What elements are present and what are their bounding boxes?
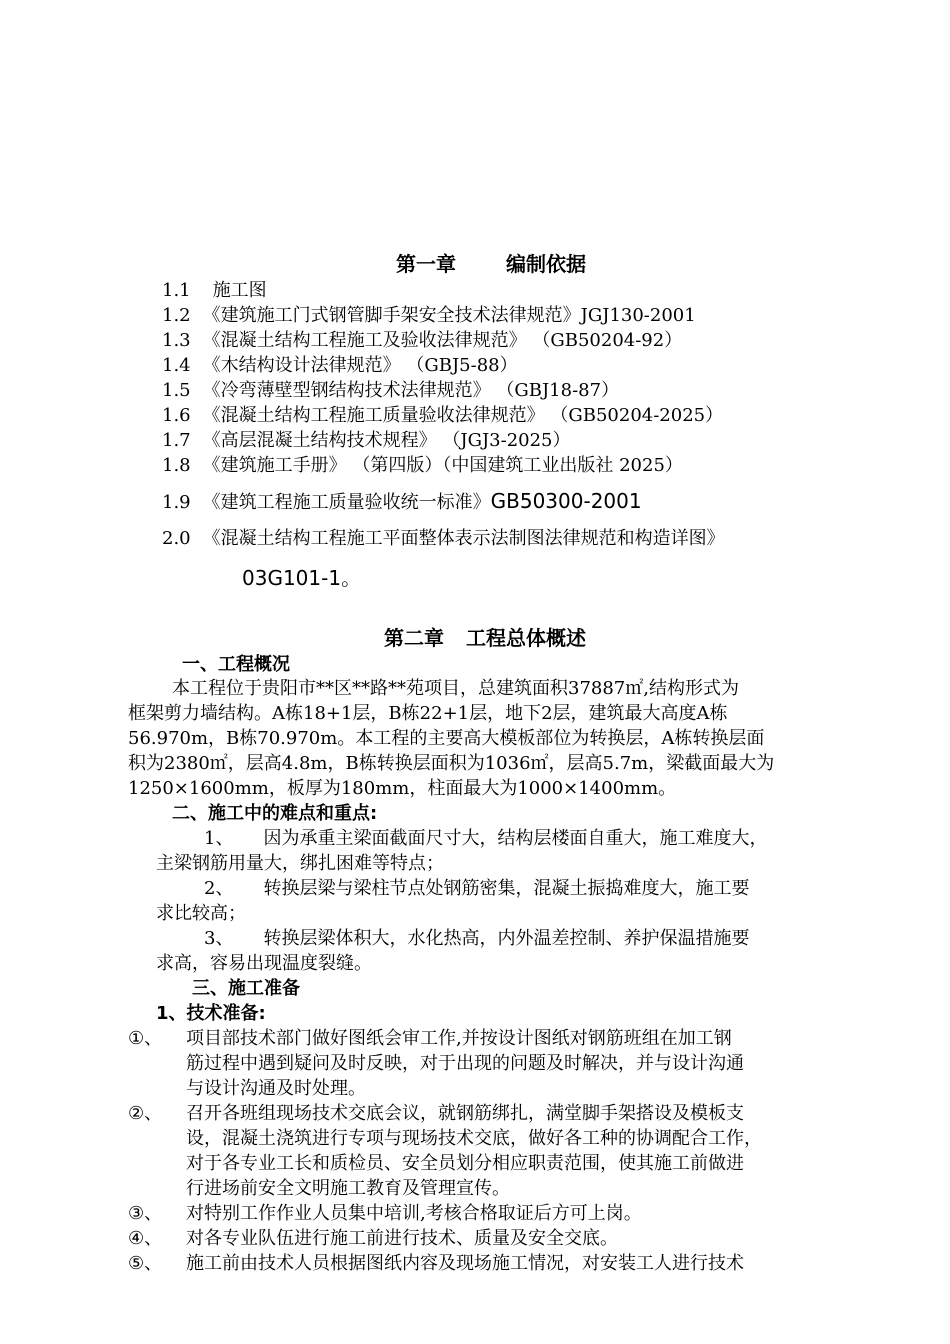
- ref-number: 1.6: [162, 405, 191, 426]
- ref-number: 1.9: [162, 492, 191, 513]
- chapter2-title: 工程总体概述: [466, 626, 586, 650]
- list-text: 行进场前安全文明施工教育及管理宣传。: [186, 1178, 510, 1199]
- list-item: [204, 827, 767, 851]
- ref-item-1-4: [162, 354, 518, 378]
- list-text: 对各专业队伍进行施工前进行技术、质量及安全交底。: [186, 1228, 618, 1249]
- list-text: 与设计沟通及时处理。: [186, 1078, 366, 1099]
- chapter2-heading: [384, 626, 586, 650]
- list-text: 对特别工作作业人员集中培训,考核合格取证后方可上岗。: [186, 1203, 642, 1224]
- list-text: 转换层梁与梁柱节点处钢筋密集，混凝土振捣难度大，施工要: [263, 878, 750, 899]
- section-title: 二、施工中的难点和重点:: [172, 803, 378, 824]
- ref-item-1-9: [162, 489, 642, 515]
- list-text: 召开各班组现场技术交底会议，就钢筋绑扎，满堂脚手架搭设及模板支: [186, 1103, 744, 1124]
- paragraph-line: 56.970m，B栋70.970m。本工程的主要高大模板部位为转换层，A栋转换层面: [128, 728, 765, 749]
- list-number: ⑤、: [128, 1253, 163, 1274]
- ref-text: 《木结构设计法律规范》 （GBJ5-88）: [202, 355, 518, 376]
- ref-item-1-8: [162, 454, 683, 478]
- list-number: 2、: [204, 878, 234, 899]
- list-text: 项目部技术部门做好图纸会审工作,并按设计图纸对钢筋班组在加工钢: [186, 1028, 732, 1049]
- ref-text: 《冷弯薄壁型钢结构技术法律规范》 （GBJ18-87）: [202, 380, 620, 401]
- ref-text: 《混凝土结构工程施工质量验收法律规范》 （GB50204-2025）: [202, 405, 724, 426]
- ref-text: 《建筑施工门式钢管脚手架安全技术法律规范》JGJ130-2001: [202, 305, 696, 326]
- ref-item-1-3: [162, 329, 682, 353]
- ref-item-1-1: [162, 279, 267, 303]
- list-text: 转换层梁体积大，水化热高，内外温差控制、养护保温措施要: [263, 928, 750, 949]
- ref-text: 施工图: [212, 280, 267, 301]
- ref-number: 2.0: [162, 528, 191, 549]
- ref-text: 《建筑工程施工质量验收统一标准》: [202, 492, 491, 513]
- list-item-cont: 主梁钢筋用量大，绑扎困难等特点；: [156, 853, 444, 874]
- ref-number: 1.8: [162, 455, 191, 476]
- chapter1-number: 第一章: [396, 252, 456, 276]
- list-number: ④、: [128, 1228, 163, 1249]
- chapter1-title: 编制依据: [506, 252, 586, 276]
- paragraph-line: 积为2380㎡，层高4.8m，B栋转换层面积为1036㎡，层高5.7m，梁截面最大为: [128, 753, 775, 774]
- list-number: 1、: [204, 828, 234, 849]
- ref-text: 《高层混凝土结构技术规程》 （JGJ3-2025）: [202, 430, 571, 451]
- ref-item-2-0: [162, 527, 725, 551]
- ref-code: GB50300-2001: [490, 489, 642, 513]
- ref-number: 1.1: [162, 280, 191, 301]
- ref-item-1-5: [162, 379, 619, 403]
- ref-number: 1.3: [162, 330, 191, 351]
- ref-number: 1.5: [162, 380, 191, 401]
- ref-item-1-2: [162, 304, 696, 328]
- ref-item-1-6: [162, 404, 723, 428]
- paragraph-line: 本工程位于贵阳市**区**路**苑项目，总建筑面积37887㎡,结构形式为: [172, 678, 739, 699]
- list-item-cont: 求比较高；: [156, 903, 246, 924]
- section-title: 三、施工准备: [192, 978, 300, 999]
- paragraph-line: 1250×1600mm，板厚为180mm，柱面最大为1000×1400mm。: [128, 778, 677, 799]
- list-item-cont: 求高，容易出现温度裂缝。: [156, 953, 372, 974]
- list-number: ③、: [128, 1203, 163, 1224]
- ref-text: 《混凝土结构工程施工及验收法律规范》 （GB50204-92）: [202, 330, 683, 351]
- ref-item-2-0-code: 03G101-1。: [242, 566, 362, 590]
- list-text: 对于各专业工长和质检员、安全员划分相应职责范围，使其施工前做进: [186, 1153, 744, 1174]
- list-text: 因为承重主梁面截面尺寸大，结构层楼面自重大，施工难度大，: [263, 828, 768, 849]
- list-text: 施工前由技术人员根据图纸内容及现场施工情况，对安装工人进行技术: [186, 1253, 744, 1274]
- list-number: ①、: [128, 1028, 163, 1049]
- list-number: 3、: [204, 928, 234, 949]
- subsection-title: 1、技术准备:: [156, 1003, 266, 1024]
- chapter1-heading: [396, 252, 586, 276]
- paragraph-line: 框架剪力墙结构。A栋18+1层，B栋22+1层，地下2层，建筑最大高度A栋: [128, 703, 728, 724]
- ref-text: 《混凝土结构工程施工平面整体表示法制图法律规范和构造详图》: [202, 528, 725, 549]
- ref-number: 1.2: [162, 305, 191, 326]
- list-item: [204, 877, 749, 901]
- ref-text: 《建筑施工手册》 （第四版）（中国建筑工业出版社 2025）: [202, 455, 683, 476]
- list-text: 设，混凝土浇筑进行专项与现场技术交底，做好各工种的协调配合工作，: [186, 1128, 762, 1149]
- list-item: [204, 927, 749, 951]
- section-title: 一、工程概况: [182, 654, 290, 675]
- ref-number: 1.7: [162, 430, 191, 451]
- ref-number: 1.4: [162, 355, 191, 376]
- chapter2-number: 第二章: [384, 626, 444, 650]
- ref-item-1-7: [162, 429, 571, 453]
- list-text: 筋过程中遇到疑问及时反映，对于出现的问题及时解决，并与设计沟通: [186, 1053, 744, 1074]
- list-number: ②、: [128, 1103, 163, 1124]
